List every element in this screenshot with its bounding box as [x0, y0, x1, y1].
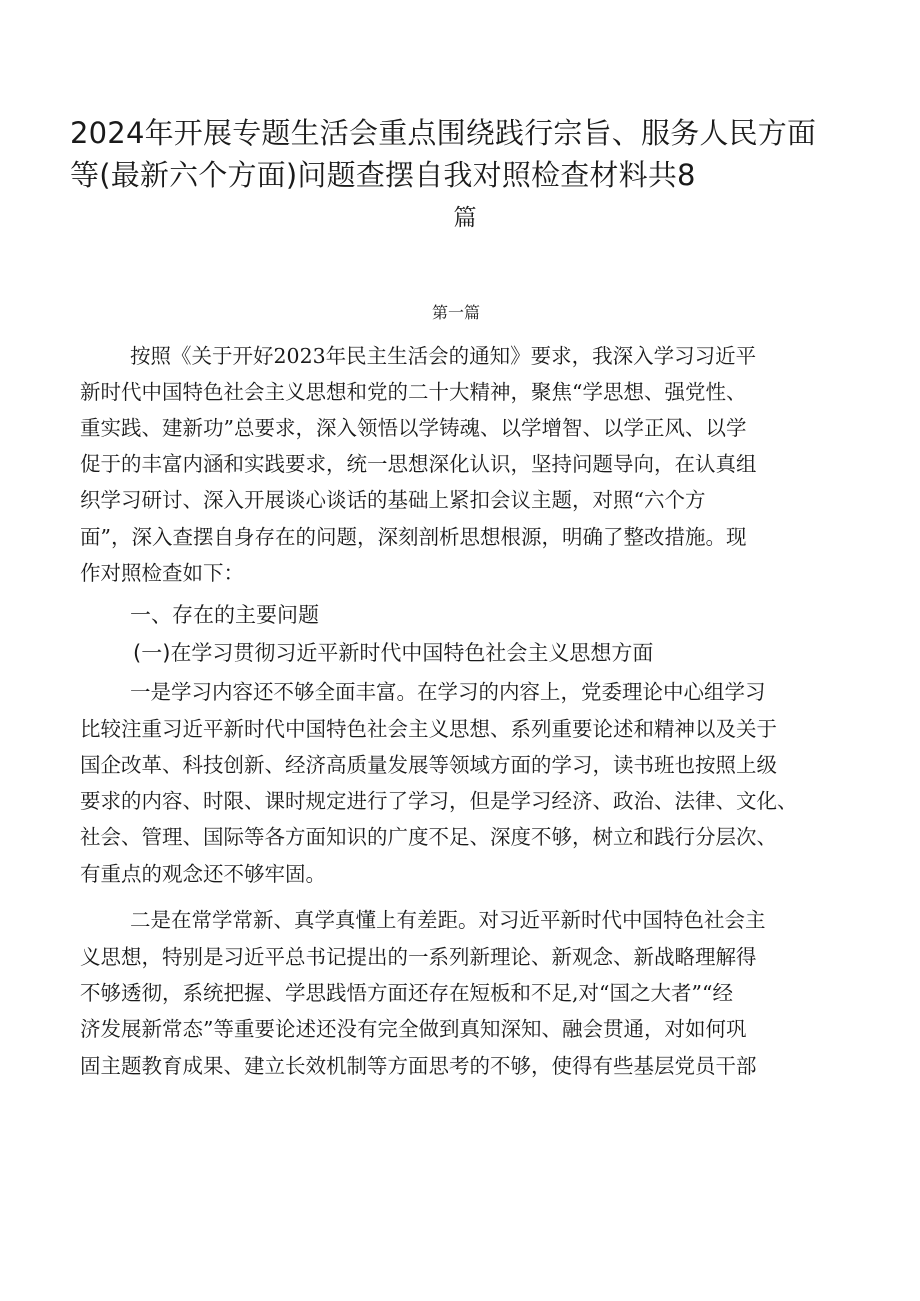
intro-line-1: 按照《关于开好2023年民主生活会的通知》要求，我深入学习习近平	[130, 344, 757, 368]
para1-line-4: 要求的内容、时限、课时规定进行了学习，但是学习经济、政治、法律、文化、	[80, 789, 798, 813]
intro-line-3: 重实践、建新功”总要求，深入领悟以学铸魂、以学增智、以学正风、以学	[80, 416, 747, 440]
title-line-1: 2024年开展专题生活会重点围绕践行宗旨、服务人民方面	[70, 116, 817, 150]
para2-line-3: 不够透彻，系统把握、学思践悟方面还存在短板和不足,对“国之大者”“经	[80, 981, 733, 1005]
intro-line-6: 面”，深入查摆自身存在的问题，深刻剖析思想根源，明确了整改措施。现	[80, 525, 747, 549]
para2-line-2: 义思想，特别是习近平总书记提出的一系列新理论、新观念、新战略理解得	[80, 945, 757, 969]
intro-line-5: 织学习研讨、深入开展谈心谈话的基础上紧扣会议主题，对照“六个方	[80, 488, 706, 512]
para2-line-4: 济发展新常态”等重要论述还没有完全做到真知深知、融会贯通，对如何巩	[80, 1017, 747, 1041]
document-title	[70, 112, 860, 240]
title-line-2: 等(最新六个方面)问题查摆自我对照检查材料共8	[70, 158, 696, 192]
title-line-3: 篇	[453, 205, 477, 231]
para2-line-5: 固主题教育成果、建立长效机制等方面思考的不够，使得有些基层党员干部	[80, 1054, 757, 1078]
para1-line-5: 社会、管理、国际等各方面知识的广度不足、深度不够，树立和践行分层次、	[80, 825, 777, 849]
chapter-heading: 第一篇	[432, 303, 481, 322]
para1-line-2: 比较注重习近平新时代中国特色社会主义思想、系列重要论述和精神以及关于	[80, 717, 777, 741]
para1-line-6: 有重点的观念还不够牢固。	[80, 862, 326, 886]
section-heading: 一、存在的主要问题	[130, 603, 319, 627]
para1-line-3: 国企改革、科技创新、经济高质量发展等领域方面的学习，读书班也按照上级	[80, 753, 777, 777]
intro-line-7: 作对照检查如下：	[80, 561, 244, 585]
intro-line-4: 促于的丰富内涵和实践要求，统一思想深化认识，坚持问题导向，在认真组	[80, 452, 757, 476]
subsection-heading: (一)在学习贯彻习近平新时代中国特色社会主义思想方面	[133, 641, 654, 665]
para1-line-1: 一是学习内容还不够全面丰富。在学习的内容上，党委理论中心组学习	[130, 680, 766, 704]
intro-line-2: 新时代中国特色社会主义思想和党的二十大精神，聚焦“学思想、强党性、	[80, 380, 747, 404]
para2-line-1: 二是在常学常新、真学真懂上有差距。对习近平新时代中国特色社会主	[130, 908, 766, 932]
